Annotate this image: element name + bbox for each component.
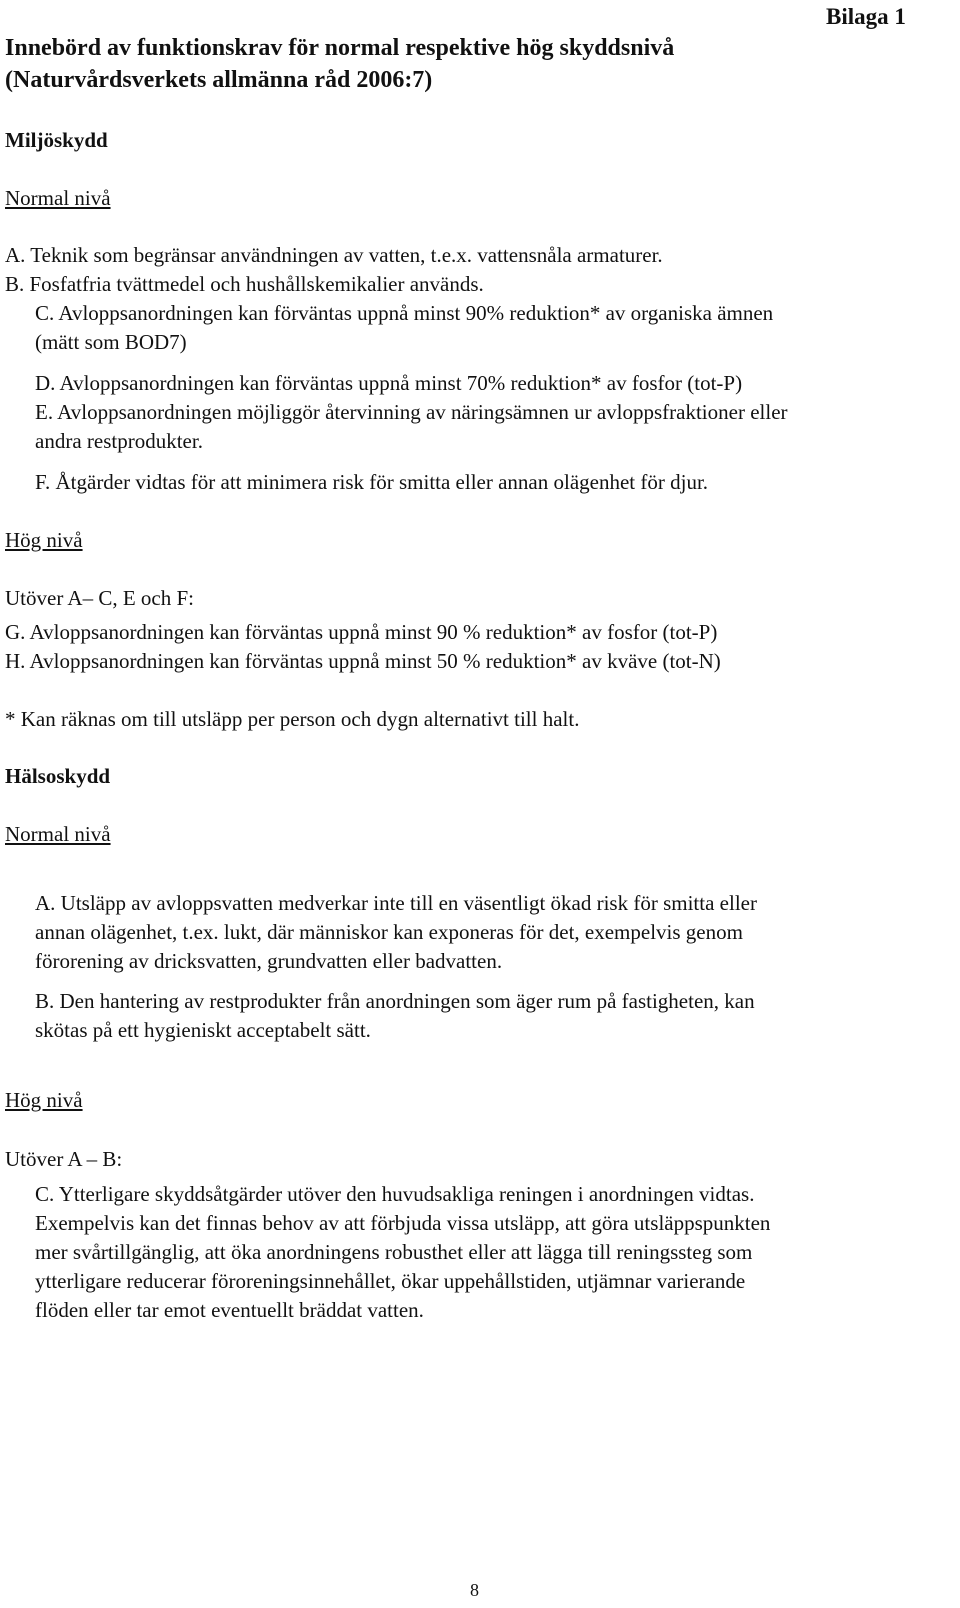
health-requirement-c-line-5: flöden eller tar emot eventuellt bräddat vatten. [35,1298,424,1322]
requirement-e-line-1: E. Avloppsanordningen möjliggör återvinning av näringsämnen ur avloppsfraktioner eller [35,400,788,424]
page-title-line-1: Innebörd av funktionskrav för normal respektive hög skyddsnivå [5,35,675,61]
requirement-c-line-1: C. Avloppsanordningen kan förväntas uppnå minst 90% reduktion* av organiska ämnen [35,301,774,325]
requirement-b: B. Fosfatfria tvättmedel och hushållskemikalier används. [5,272,484,296]
high-level-intro: Utöver A– C, E och F: [5,586,194,610]
health-requirement-c-line-2: Exempelvis kan det finnas behov av att förbjuda vissa utsläpp, att göra utsläppspunkten [35,1211,771,1235]
health-requirement-a-line-2: annan olägenhet, t.ex. lukt, där människor kan exponeras för det, exempelvis genom [35,920,743,944]
subheading-high-level: Hög nivå [5,528,83,552]
requirement-a: A. Teknik som begränsar användningen av vatten, t.e.x. vattensnåla armaturer. [5,243,663,267]
requirement-e-line-2: andra restprodukter. [35,429,203,453]
requirement-g: G. Avloppsanordningen kan förväntas uppnå minst 90 % reduktion* av fosfor (tot-P) [5,620,718,644]
requirement-c-line-2: (mätt som BOD7) [35,330,187,354]
health-requirement-b-line-2: skötas på ett hygieniskt acceptabelt sätt. [35,1018,371,1042]
page-title-line-2: (Naturvårdsverkets allmänna råd 2006:7) [5,67,433,93]
section-heading-halsoskydd: Hälsoskydd [5,764,111,788]
health-high-level-intro: Utöver A – B: [5,1147,123,1171]
health-requirement-a-line-3: förorening av dricksvatten, grundvatten eller badvatten. [35,949,503,973]
subheading-normal-level: Normal nivå [5,822,111,846]
health-requirement-c-line-1: C. Ytterligare skyddsåtgärder utöver den huvudsakliga reningen i anordningen vidtas. [35,1182,755,1206]
page-number: 8 [470,1580,479,1600]
health-requirement-c-line-3: mer svårtillgänglig, att öka anordningens robusthet eller att lägga till reningssteg som [35,1240,753,1264]
requirement-d: D. Avloppsanordningen kan förväntas uppnå minst 70% reduktion* av fosfor (tot-P) [35,371,743,395]
section-heading-miljoskydd: Miljöskydd [5,128,108,152]
health-requirement-b-line-1: B. Den hantering av restprodukter från anordningen som äger rum på fastigheten, kan [35,989,755,1013]
health-requirement-c-line-4: ytterligare reducerar föroreningsinnehållet, ökar uppehållstiden, utjämnar varierande [35,1269,746,1293]
subheading-normal-level: Normal nivå [5,186,111,210]
requirement-f: F. Åtgärder vidtas för att minimera risk för smitta eller annan olägenhet för djur. [35,470,709,494]
requirement-h: H. Avloppsanordningen kan förväntas uppnå minst 50 % reduktion* av kväve (tot-N) [5,649,721,673]
health-requirement-a-line-1: A. Utsläpp av avloppsvatten medverkar inte till en väsentligt ökad risk för smitta eller [35,891,757,915]
subheading-high-level: Hög nivå [5,1088,83,1112]
footnote: * Kan räknas om till utsläpp per person och dygn alternativt till halt. [5,707,580,731]
appendix-label: Bilaga 1 [826,4,906,29]
